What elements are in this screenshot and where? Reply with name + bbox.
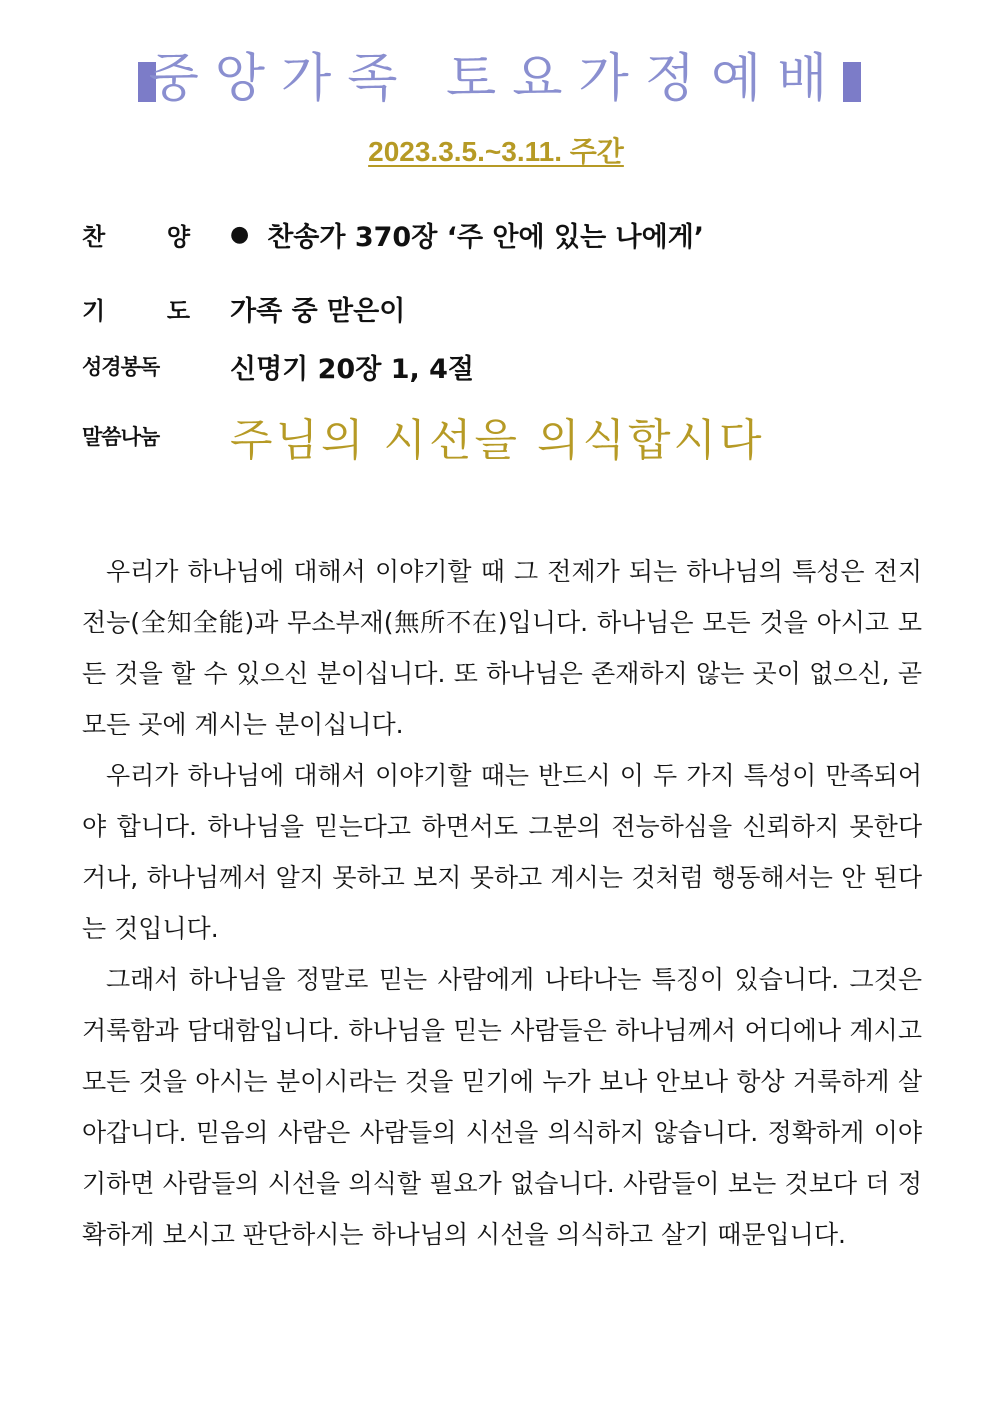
sermon-title: 주님의 시선을 의식합시다	[230, 415, 765, 466]
sermon-label: 말씀나눔	[82, 425, 160, 449]
hymn-label	[82, 217, 230, 252]
reading-row	[82, 344, 474, 388]
bullet-icon: ●	[230, 221, 250, 247]
document-header	[0, 44, 992, 114]
hymn-label-char-1: 찬	[82, 222, 106, 251]
prayer-label-char-1: 기	[82, 296, 106, 325]
title-bar-right	[843, 62, 861, 102]
prayer-row	[82, 286, 405, 330]
hymn-value: 찬송가 370장 ‘주 안에 있는 나에게’	[267, 221, 705, 253]
sermon-body	[82, 546, 922, 1260]
hymn-row	[82, 212, 704, 256]
page-title: 중앙가족 토요가정예배	[148, 49, 844, 109]
paragraph: 우리가 하나님에 대해서 이야기할 때 그 전제가 되는 하나님의 특성은 전지전능(全知全能)과 무소부재(無所不在)입니다. 하나님은 모든 것을 아시고 모든 것을 할 수 있으신 분이십니다. 또 하나님은 존재하지 않는 곳이 없으신, 곧 모든 곳에 계시는 분이십니다.	[82, 557, 922, 739]
date-range: 2023.3.5.~3.11. 주간	[368, 136, 624, 167]
paragraph: 그래서 하나님을 정말로 믿는 사람에게 나타나는 특징이 있습니다. 그것은 거룩함과 담대함입니다. 하나님을 믿는 사람들은 하나님께서 어디에나 계시고 모든 것을 아시는 분이시라는 것을 믿기에 누가 보나 안보나 항상 거룩하게 살아갑니다. 믿음의 사람은 사람들의 시선을 의식하지 않습니다. 정확하게 이야기하면 사람들의 시선을 의식할 필요가 없습니다. 사람들이 보는 것보다 더 정확하게 보시고 판단하시는 하나님의 시선을 의식하고 살기 때문입니다.	[82, 965, 922, 1249]
reading-label: 성경봉독	[82, 355, 160, 379]
hymn-label-char-2: 양	[166, 222, 190, 251]
prayer-label-char-2: 도	[166, 296, 190, 325]
sermon-row	[82, 406, 765, 466]
reading-value: 신명기 20장 1, 4절	[230, 353, 475, 385]
prayer-label	[82, 291, 230, 326]
prayer-value: 가족 중 맏은이	[230, 295, 406, 327]
paragraph: 우리가 하나님에 대해서 이야기할 때는 반드시 이 두 가지 특성이 만족되어야 합니다. 하나님을 믿는다고 하면서도 그분의 전능하심을 신뢰하지 못한다거나, 하나님께서 알지 못하고 보지 못하고 계시는 것처럼 행동해서는 안 된다는 것입니다.	[82, 761, 922, 943]
